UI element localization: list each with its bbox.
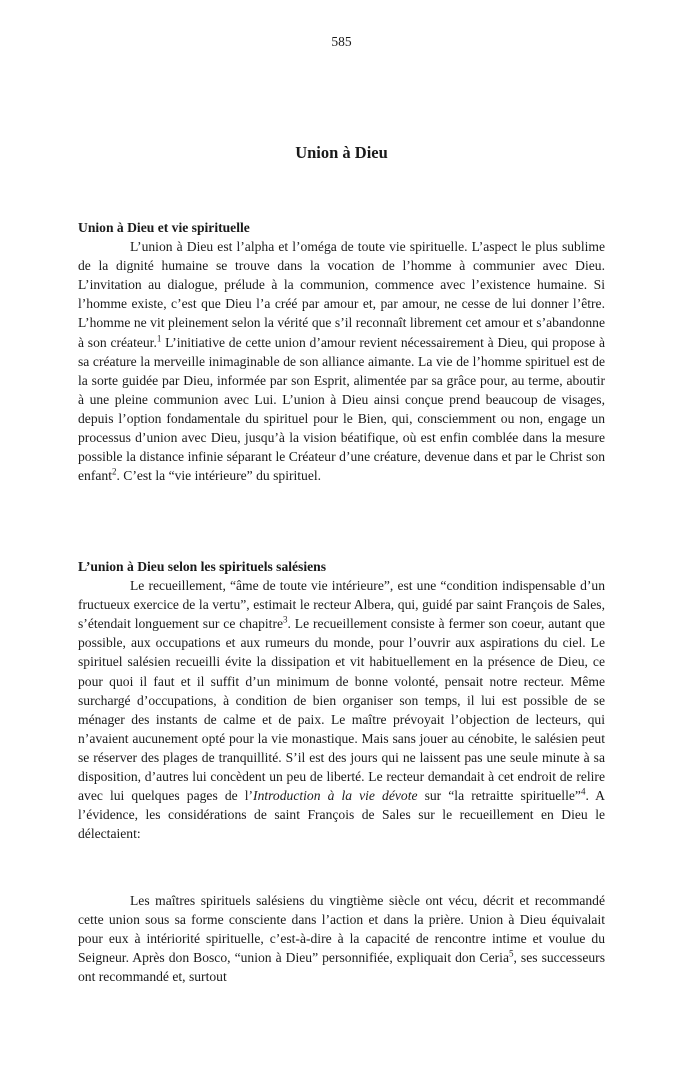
footnote-ref[interactable]: 4 [580,786,586,797]
paragraph-text: . A l’évidence, les considérations de saint François de Sales sur le recueillement en Dieu le délectaient: [78,788,605,842]
paragraph [78,237,605,485]
paragraph [78,576,605,843]
paragraph-text: sur “la retraitte spirituelle” [417,788,581,804]
footnote-ref[interactable]: 3 [283,614,288,625]
paragraph-text: , ses successeurs ont recommandé et, surtout [78,950,605,985]
paragraph-text: Les maîtres spirituels salésiens du vingtième siècle ont vécu, décrit et recommandé cette union sous sa forme consciente dans l’action et dans la prière. Union à Dieu équivalait pour eux à intériorité spirituelle, c’est-à-dire à la capacité de rencontre intime et voulue du Seigneur. Après don Bosco, “union à Dieu” personnifiée, expliquait don Ceria [78,893,605,966]
paragraph-text: L’initiative de cette union d’amour revient nécessairement à Dieu, qui propose à sa créature la merveille inimaginable de son alliance aimante. La vie de l’homme spirituel est de la sorte guidée par Dieu, informée par son Esprit, alimentée par sa grâce pour, au terme, aboutir à une pleine communion avec Lui. L’union à Dieu ainsi conçue prend beaucoup de visages, depuis l’option fondamentale du spirituel pour le Bien, qui, consciemment ou non, engage un processus d’union avec Dieu, jusqu’à la vision béatifique, où est enfin comblée dans la mesure possible la distance infinie séparant le Créateur d’une créature, devenue dans et par le Christ son enfant [78,334,605,484]
section-heading: L’union à Dieu selon les spirituels salésiens [78,559,327,574]
page-title: Union à Dieu [295,143,388,162]
paragraph-text: . Le recueillement consiste à fermer son coeur, autant que possible, aux occupations et aux rumeurs du monde, pour l’ouvrir aux aspirations du ciel. Le spirituel salésien recueilli évite la dissipation et vit habituellement en la présence de Dieu, ce pour quoi il faut et il suffit d’un minimum de bonne volonté, pensait notre recteur. Même surchargé d’occupations, à condition de bien organiser son temps, il lui est possible de se ménager des instants de calme et de paix. Le maître prévoyait l’objection de lecteurs, qui n’avaient aucunement opté pour la vie monastique. Mais sans jouer au cénobite, le salésien peut se réserver des plages de tranquillité. S’il est des jours qui ne laissent pas une seule minute à sa disposition, d’autres lui concèdent un peu de liberté. Le recteur demandait à cet endroit de relire avec lui quelques pages de l’ [78,616,605,804]
paragraph-text: L’union à Dieu est l’alpha et l’oméga de toute vie spirituelle. L’aspect le plus sublime de la dignité humaine se trouve dans la vocation de l’homme à communier avec Dieu. L’invitation au dialogue, prélude à la communion, commence avec l’existence humaine. Si l’homme existe, c’est que Dieu l’a créé par amour et, par amour, ne cesse de lui donner l’être. L’homme ne vit pleinement selon la vérité que s’il reconnaît librement cet amour et s’abandonne à son créateur. [78,239,605,350]
paragraph [78,891,605,986]
book-title: Introduction à la vie dévote [253,788,418,804]
paragraph-text: . C’est la “vie intérieure” du spirituel. [116,468,322,484]
section-spirituels-salesiens [78,557,605,843]
section-maitres-spirituels [78,891,605,986]
footnote-ref[interactable]: 2 [111,466,117,477]
footnote-ref[interactable]: 5 [509,948,514,959]
section-union-vie-spirituelle [78,218,605,485]
section-heading: Union à Dieu et vie spirituelle [78,220,250,235]
footnote-ref[interactable]: 1 [156,333,162,344]
paragraph-text: Le recueillement, “âme de toute vie intérieure”, est une “condition indispensable d’un fructueux exercice de la vertu”, estimait le recteur Albera, qui, guidé par saint François de Sales, s’étendait longuement sur ce chapitre [78,578,605,632]
page-number: 585 [331,34,352,49]
